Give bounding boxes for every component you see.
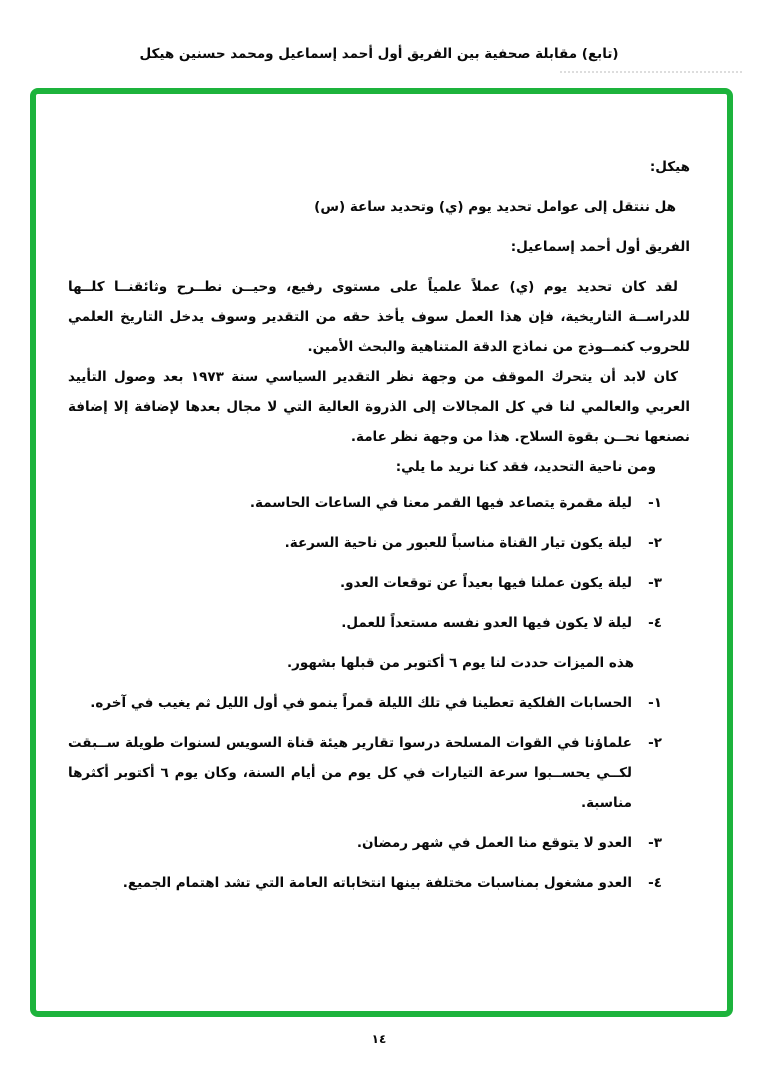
list-a-item-3-number: ٣- xyxy=(648,575,662,591)
list-b-item-3 xyxy=(68,828,690,858)
advantages-note: هذه الميزات حددت لنا يوم ٦ أكتوبر من قبلها بشهور. xyxy=(287,655,634,671)
list-b-item-2-number: ٢- xyxy=(648,735,662,751)
list-b-item-1-text: الحسابات الفلكية تعطينا في تلك الليلة قمراً ينمو في أول الليل ثم يغيب في آخره. xyxy=(90,695,632,711)
list-a-item-1 xyxy=(68,488,690,518)
speaker-label-heikal: هيكل: xyxy=(649,159,690,175)
list-a-item-2-text: ليلة يكون تيار القناة مناسباً للعبور من ناحية السرعة. xyxy=(284,535,632,551)
list-a-item-1-text: ليلة مقمرة يتصاعد فيها القمر معنا في الساعات الحاسمة. xyxy=(249,495,632,511)
list-b-item-4-text: العدو مشغول بمناسبات مختلفة بينها انتخاباته العامة التي تشد اهتمام الجميع. xyxy=(122,875,632,891)
list-b-item-3-number: ٣- xyxy=(648,835,662,851)
list-a-item-3-text: ليلة يكون عملنا فيها بعيداً عن توقعات العدو. xyxy=(339,575,632,591)
interviewer-question: هل ننتقل إلى عوامل تحديد يوم (ي) وتحديد ساعة (س) xyxy=(314,199,676,215)
list-a-item-3 xyxy=(68,568,690,598)
document-header-title: (تابع) مقابلة صحفية بين الفريق أول أحمد إسماعيل ومحمد حسنين هيكل xyxy=(139,46,619,62)
scan-noise-dotted-line xyxy=(560,71,742,73)
list-b-item-1-number: ١- xyxy=(648,695,662,711)
list-a-item-2-number: ٢- xyxy=(648,535,662,551)
list-a-item-4-text: ليلة لا يكون فيها العدو نفسه مستعداً للعمل. xyxy=(341,615,632,631)
page-number: ١٤ xyxy=(371,1032,387,1046)
answer-paragraph-1: لقد كان تحديد يوم (ي) عملاً علمياً على مستوى رفيع، وحيــن نطــرح وثائقنــا كلــها للدراســة التاريخية، فإن هذا العمل سوف يأخذ حقه من التقدير وسوف يدخل التاريخ العلمي للحروب كنمــوذج من نماذج الدقة المتناهية والبحث الأمين. xyxy=(68,279,690,355)
list-b-item-4-number: ٤- xyxy=(648,875,662,891)
list-b-item-1 xyxy=(68,688,690,718)
list-a-item-1-number: ١- xyxy=(648,495,662,511)
answer-paragraph-2: كان لابد أن يتحرك الموقف من وجهة نظر التقدير السياسي سنة ١٩٧٣ بعد وصول التأييد العربي والعالمي لنا في كل المجالات إلى الذروة العالية التي لا مجال بعدها لإضافة إلا إضافة نصنعها نحــن بقوة السلاح. هذا من وجهة نظر عامة. xyxy=(68,369,690,445)
list-a-item-4 xyxy=(68,608,690,638)
document-body xyxy=(68,152,690,908)
list-b-item-4 xyxy=(68,868,690,898)
list-a-item-2 xyxy=(68,528,690,558)
list-b-item-2-text: علماؤنا في القوات المسلحة درسوا تقارير هيئة قناة السويس لسنوات طويلة ســبقت لكــي يحســبوا سرعة التيارات في كل يوم من أيام السنة، وكان يوم ٦ أكتوبر أكثرها مناسبة. xyxy=(68,735,633,811)
speaker-label-ismail: الفريق أول أحمد إسماعيل: xyxy=(510,239,690,255)
list-b-item-2 xyxy=(68,728,690,818)
list-b-item-3-text: العدو لا يتوقع منا العمل في شهر رمضان. xyxy=(356,835,632,851)
list-lead-in: ومن ناحية التحديد، فقد كنا نريد ما يلي: xyxy=(395,459,656,475)
list-a-item-4-number: ٤- xyxy=(648,615,662,631)
